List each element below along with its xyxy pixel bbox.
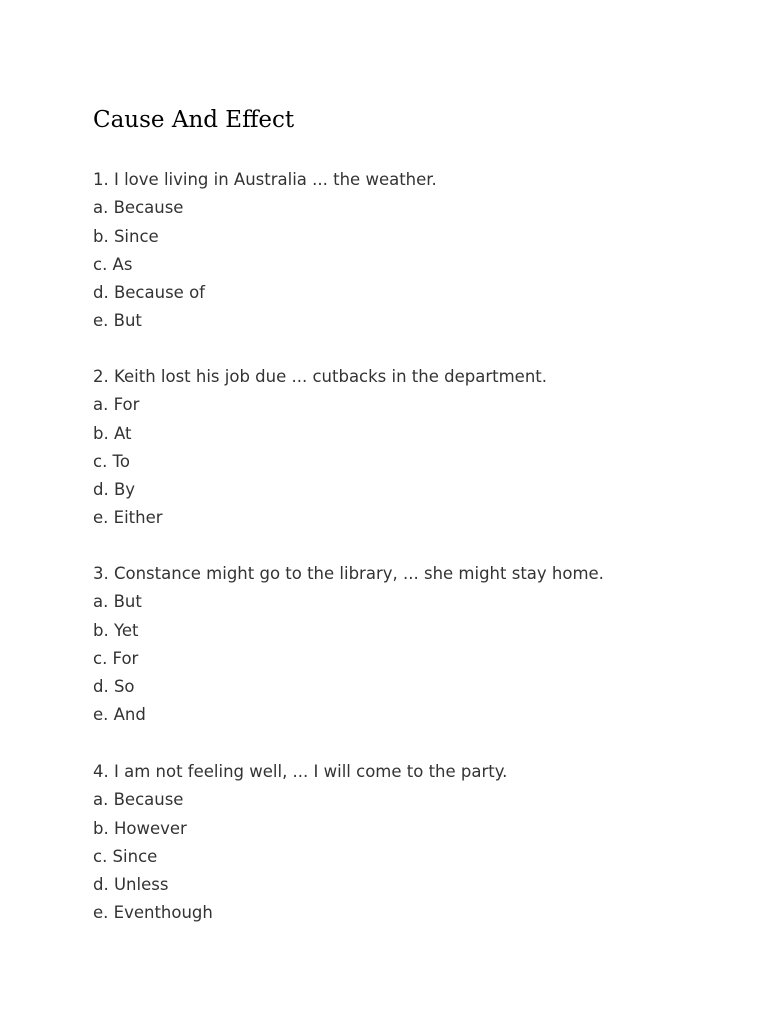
answer-option-b: b. Yet [93, 620, 139, 640]
answer-option-a: a. For [93, 395, 140, 415]
answer-option-e: e. Eventhough [93, 903, 213, 923]
answer-option-d: d. So [93, 677, 135, 697]
answer-option-e: e. But [93, 311, 142, 331]
answer-option-d: d. Unless [93, 875, 169, 895]
answer-option-d: d. By [93, 480, 136, 500]
answer-option-a: a. Because [93, 790, 184, 810]
answer-option-a: a. Because [93, 198, 184, 218]
answer-option-e: e. And [93, 705, 146, 725]
question-1 [93, 166, 437, 336]
question-4 [93, 758, 507, 928]
answer-option-b: b. However [93, 818, 187, 838]
answer-option-b: b. Since [93, 226, 159, 246]
answer-option-d: d. Because of [93, 283, 205, 303]
answer-option-c: c. Since [93, 846, 158, 866]
answer-option-e: e. Either [93, 508, 163, 528]
answer-option-c: c. For [93, 648, 139, 668]
question-2 [93, 363, 547, 533]
question-prompt: 3. Constance might go to the library, ... she might stay home. [93, 564, 604, 583]
question-prompt: 4. I am not feeling well, ... I will come to the party. [93, 762, 508, 781]
answer-option-b: b. At [93, 423, 132, 443]
answer-option-a: a. But [93, 592, 142, 612]
document-title: Cause And Effect [93, 107, 295, 133]
answer-option-c: c. To [93, 451, 130, 471]
question-prompt: 2. Keith lost his job due ... cutbacks in the department. [93, 367, 547, 386]
question-prompt: 1. I love living in Australia ... the weather. [93, 170, 437, 189]
answer-option-c: c. As [93, 254, 133, 274]
question-3 [93, 560, 604, 730]
